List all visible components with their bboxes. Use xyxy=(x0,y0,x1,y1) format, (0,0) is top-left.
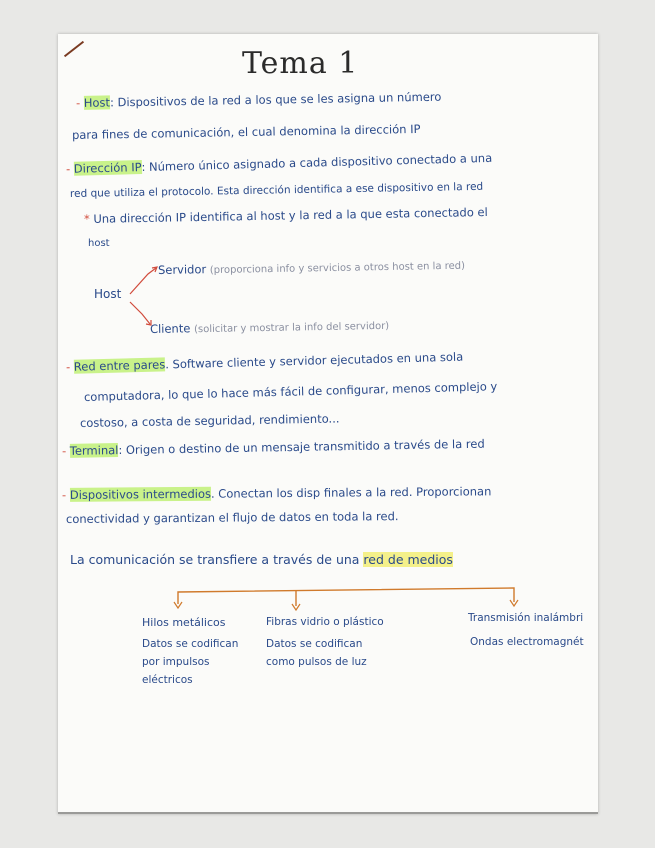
medios-sentence: La comunicación se transfiere a través de una red de medios xyxy=(70,552,453,567)
ip-note-line-2: host xyxy=(88,238,110,249)
ip-definition-line-1: - Dirección IP: Número único asignado a cada dispositivo conectado a una xyxy=(65,150,493,176)
medios-col1-line1: Datos se codifican xyxy=(142,638,239,650)
p2p-line-3: costoso, a costa de seguridad, rendimiento... xyxy=(79,411,340,430)
diagram-servidor: Servidor (proporciona info y servicios a otros host en la red) xyxy=(157,260,466,277)
medios-col1-line2: por impulsos xyxy=(142,656,210,668)
medios-bracket xyxy=(168,584,528,614)
diagram-host-label: Host xyxy=(94,287,122,301)
terminal-line: - Terminal: Origen o destino de un mensaje transmitido a través de la red xyxy=(61,436,485,458)
p2p-term: Red entre pares xyxy=(73,357,166,374)
medios-col3-line1: Ondas electromagnét xyxy=(470,636,584,648)
intermedios-line-1: - Dispositivos intermedios. Conectan los disp finales a la red. Proporcionan xyxy=(61,484,492,502)
medios-col1-line3: eléctricos xyxy=(142,674,193,686)
medios-col2-line1: Datos se codifican xyxy=(266,638,363,650)
terminal-term: Terminal xyxy=(69,443,119,458)
ip-note-line-1: * Una dirección IP identifica al host y la red a la que esta conectado el xyxy=(83,204,488,226)
intermedios-line-2: conectividad y garantizan el flujo de datos en toda la red. xyxy=(65,509,399,526)
ip-term: Dirección IP xyxy=(73,160,142,176)
medios-col2-line2: como pulsos de luz xyxy=(266,656,367,668)
medios-col1-title: Hilos metálicos xyxy=(142,616,226,629)
diagram-cliente: Cliente (solicitar y mostrar la info del servidor) xyxy=(149,320,390,336)
p2p-line-2: computadora, lo que lo hace más fácil de configurar, menos complejo y xyxy=(83,379,498,404)
host-term: Host xyxy=(83,95,111,110)
medios-highlight: red de medios xyxy=(363,552,453,567)
medios-col3-title: Transmisión inalámbri xyxy=(468,612,584,624)
page-title: Tema 1 xyxy=(242,46,359,81)
host-definition-line-1: - Host: Dispositivos de la red a los que se les asigna un número xyxy=(75,89,442,110)
p2p-line-1: - Red entre pares. Software cliente y servidor ejecutados en una sola xyxy=(65,349,464,374)
ip-definition-line-2: red que utiliza el protocolo. Esta dirección identifica a ese dispositivo en la red xyxy=(69,180,484,200)
intermedios-term: Dispositivos intermedios xyxy=(69,486,212,502)
medios-col2-title: Fibras vidrio o plástico xyxy=(266,616,384,628)
host-definition-line-2: para fines de comunicación, el cual denomina la dirección IP xyxy=(71,121,421,142)
